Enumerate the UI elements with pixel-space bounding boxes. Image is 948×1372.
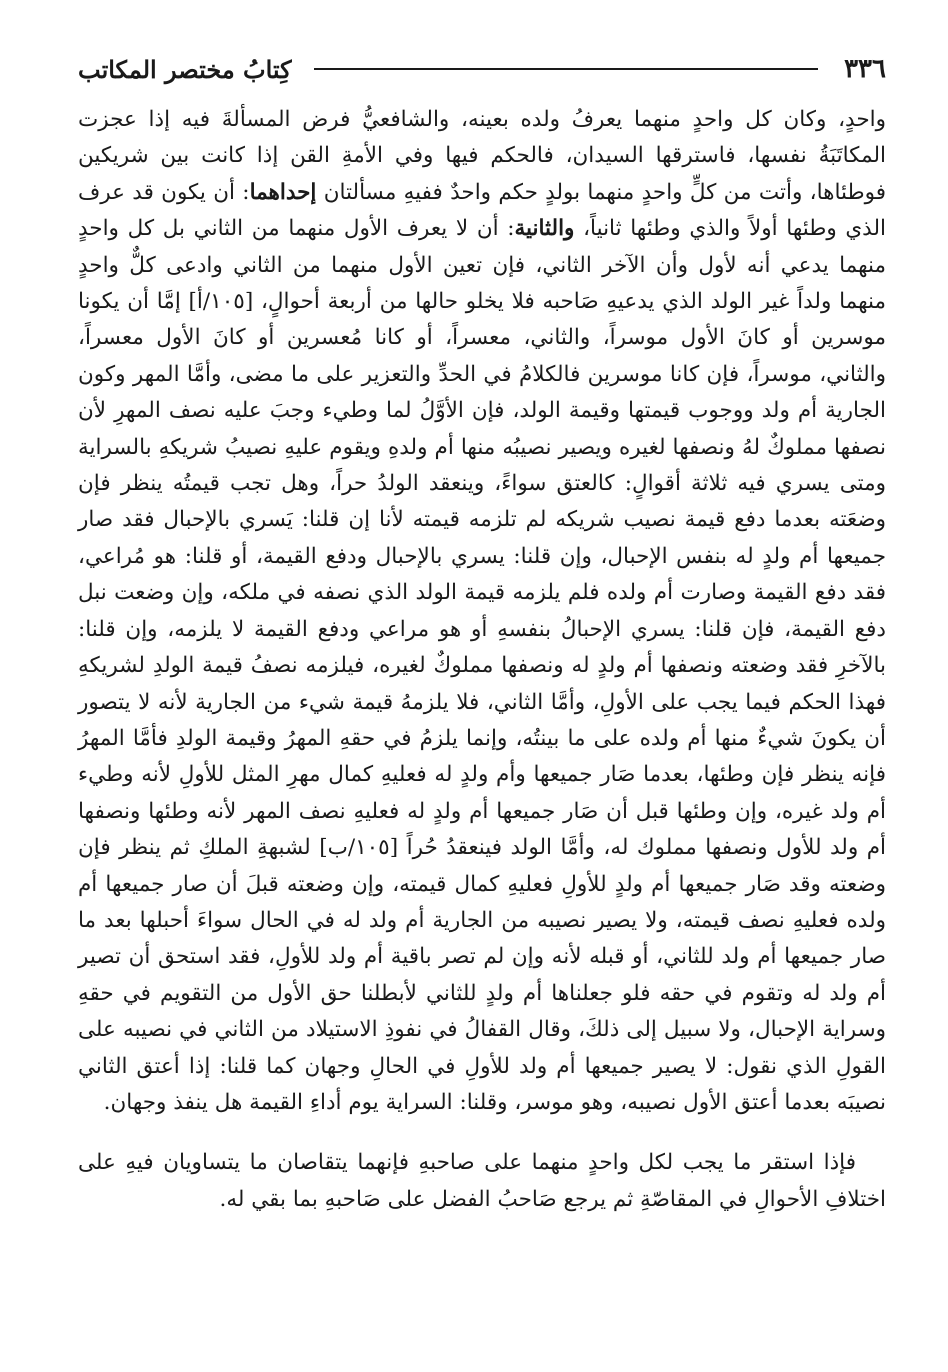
- text-segment: واحدٍ، وكان كل واحدٍ منهما يعرفُ ولده بعينه، والشافعيُّ فرض المسألةَ فيه إذا عجزت المكاتَبَةُ نفسها، فاسترقها السيدان، فالحكم فيها وفي الأمةِ القن إذا كانت بين شريكين فوطئاها، وأتت من كلٍّ واحدٍ منهما بولدٍ حكم واحدٌ ففيهِ مسألتان: [78, 107, 887, 205]
- header-rule: [314, 68, 818, 70]
- text-segment: فإذا استقر ما يجب لكل واحدٍ منهما على صاحبهِ فإنهما يتقاصان ما يتساويان فيهِ على اختلافِ الأحوالِ في المقاصّةِ ثم يرجع صَاحبُ الفضل على صَاحبهِ بما بقي له.: [78, 1150, 886, 1212]
- body-text: [78, 102, 886, 1218]
- bold-term-ihdahuma: إحداهما: [249, 179, 317, 205]
- text-segment: : أن يكون قد عرف الذي وطئها أولاً والذي وطئها ثانياً،: [78, 179, 886, 242]
- page-number: ٣٣٦: [844, 54, 886, 84]
- bold-term-althaniya: والثانية: [514, 216, 575, 242]
- paragraph-2: [78, 1145, 886, 1218]
- text-segment: : أن لا يعرف الأول منهما من الثاني بل كل واحدٍ منهما يدعي أنه لأول وأن الآخر الثاني، فإن تعين الأول منهما من الثاني وادعى كلٌّ واحدٍ منهما ولداً غير الولد الذي يدعيهِ صَاحبه فلا يخلو حالها من أربعة أحوالٍ، [١٠٥/أ] إمَّا أن يكونا موسرين أو كانَ الأول موسراً، والثاني، معسراً، أو كانا مُعسرين أو كانَ الأول معسراً، والثاني، موسراً، فإن كانا موسرين فالكلامُ في الحدِّ والتعزير على ما مضى، وأمَّا المهر وكون الجارية أم ولد ووجوب قيمتها وقيمة الولد، فإن الأوَّلُ لما وطيء وجبَ عليه نصف المهرِ لأن نصفها مملوكٌ لهُ ونصفها لغيره ويصير نصيبُه منها أم ولدهِ ويقوم عليهِ نصيبُ شريكهِ بالسراية ومتى يسري فيه ثلاثة أقوالٍ: كالعتق سواءً، وينعقد الولدُ حراً، وهل تجب قيمتُه ينظر فإن وضعَته بعدما دفع قيمة نصيب شريكه لم تلزمه قيمته لأنا إن قلنا: يَسري بالإحبال فقد صار جميعها أم ولدٍ له بنفس الإحبال، وإن قلنا: يسري بالإحبال ودفع القيمة، أو قلنا: هو مُراعي، فقد دفع القيمة وصارت أم ولده فلم يلزمه قيمة الولد الذي نصفه في ملكه، وإن وضعت نبل دفع القيمة، فإن قلنا: يسري الإحبالُ بنفسهِ أو هو مراعي ودفع القيمة لا يلزمه، وإن قلنا: بالآخرِ فقد وضعته ونصفها أم ولدٍ له ونصفها مملوكٌ لغيره، فيلزمه نصفُ قيمة الولدِ لشريكهِ فهذا الحكم فيما يجب على الأولِ، وأمَّا الثاني، فلا يلزمهُ قيمة شيء من الجارية لأنه لا يتصور أن يكونَ شيءٌ منها أم ولده على ما بينتُه، وإنما يلزمُ في حقهِ المهرُ وقيمة الولدِ فأمَّا المهرُ فإنه ينظر فإن وطئها، بعدما صَار جميعها وأم ولدٍ له فعليهِ كمال مهرِ المثل للأولِ لأنه وطيء أم ولد غيره، وإن وطئها قبل أن صَار جميعها أم ولدٍ له فعليهِ نصف المهر لأنه وطئها ونصفها أم ولد للأول ونصفها مملوك له، وأمَّا الولد فينعقدُ حُراً [١٠٥/ب] لشبهةِ الملكِ ثم ينظر فإن وضعته وقد صَار جميعها أم ولدٍ للأولِ فعليهِ كمال قيمته، وإن وضعته قبلَ أن صار جميعها أم ولده فعليهِ نصف قيمته، ولا يصير نصيبه من الجارية أم ولد له في الحال سواءَ أحبلها بعد ما صار جميعها أم ولد للثاني، أو قبله لأنه وإن لم تصر باقية أم ولد للأولِ، فقد استحق أن تصير أم ولد له وتقوم في حقه فلو جعلناها أم ولدٍ للثاني لأبطلنا حق الأول من التقويم في حقهِ وسراية الإحبال، ولا سبيل إلى ذلكَ، وقال القفالُ في نفوذِ الاستيلاد من الثاني في نصيبه على القولِ الذي نقول: لا يصير جميعها أم ولد للأولِ في الحالِ وجهان كما قلنا: إذا أعتق الثاني نصيبَه بعدما أعتق الأول نصيبه، وهو موسر، وقلنا: السراية يوم أداءِ القيمة هل ينفذ وجهان.: [78, 216, 886, 1115]
- running-title: كِتابُ مختصر المكاتب: [78, 54, 292, 84]
- page: [78, 44, 886, 1344]
- page-header: [78, 44, 886, 94]
- paragraph-1: [78, 102, 886, 1121]
